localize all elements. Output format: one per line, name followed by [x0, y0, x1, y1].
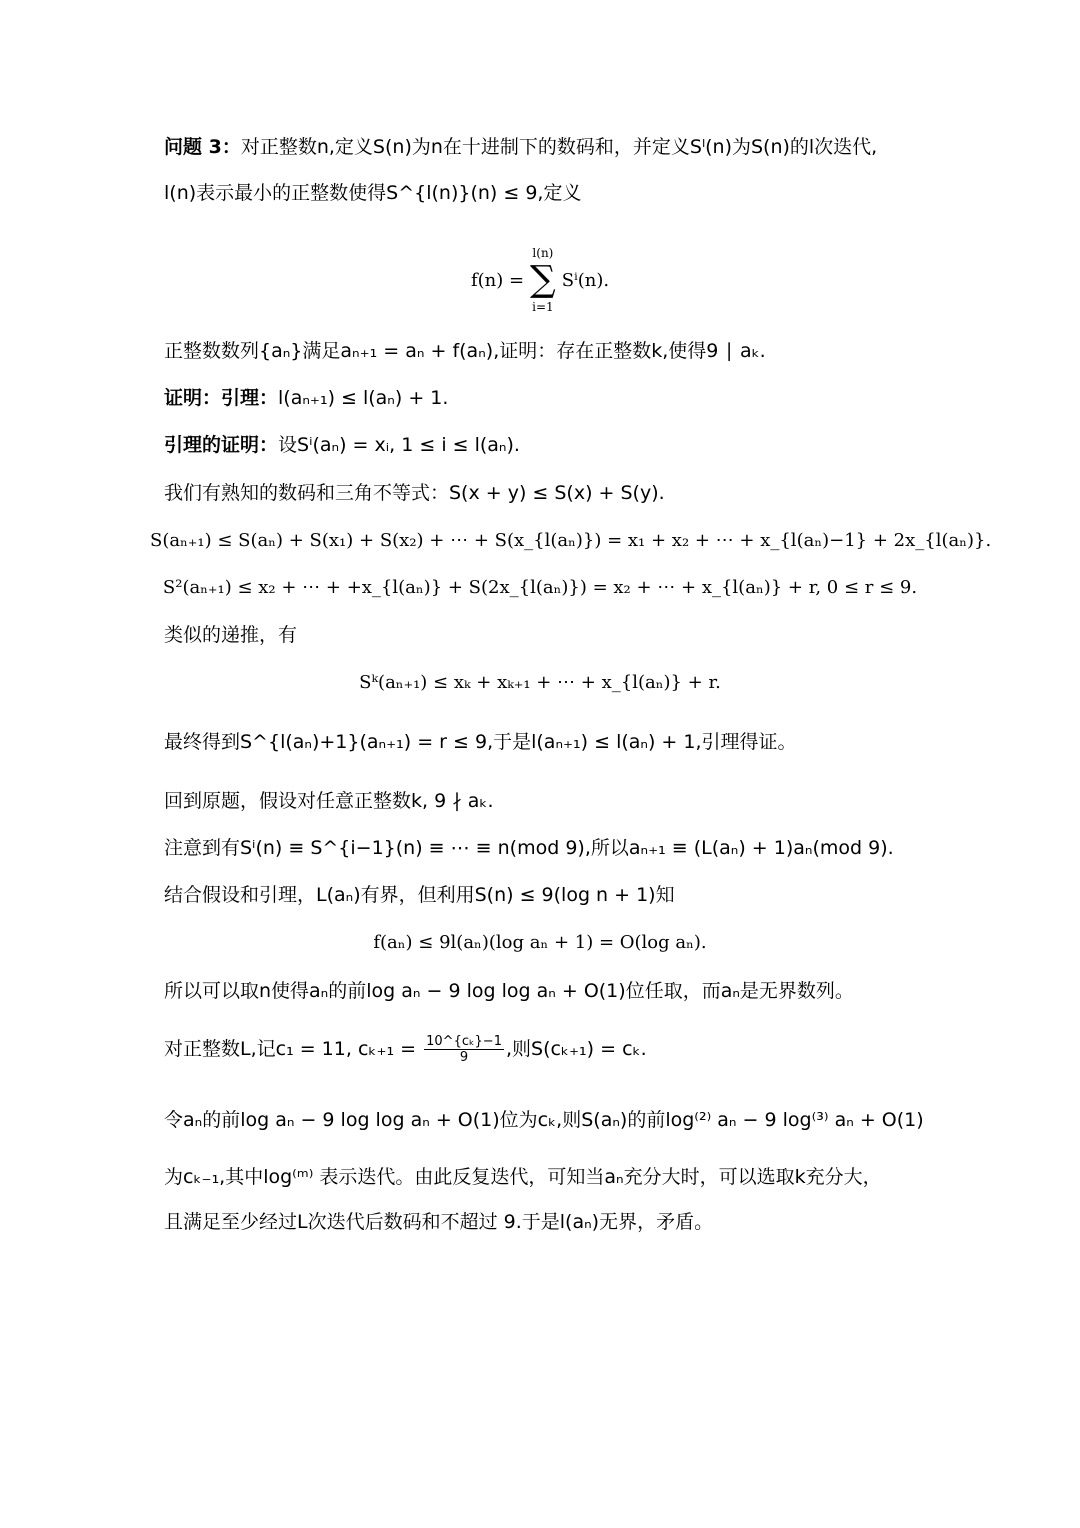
equation-3: Sᵏ(aₙ₊₁) ≤ xₖ + xₖ₊₁ + ⋯ + x_{l(aₙ)} + r. — [359, 672, 721, 693]
sum-formula — [150, 238, 930, 322]
digits-choice-line: 所以可以取n使得aₙ的前log aₙ − 9 log log aₙ + O(1)位任取，而aₙ是无界数列。 — [164, 980, 854, 1002]
recursion-line: 类似的递推，有 — [164, 624, 298, 646]
iteration-line-2: 为cₖ₋₁,其中log⁽ᵐ⁾ 表示迭代。由此反复迭代，可知当aₙ充分大时，可以选取k充分大， — [164, 1166, 882, 1188]
fraction — [424, 1034, 504, 1065]
fraction-numerator: 10^{cₖ}−1 — [426, 1034, 502, 1049]
iteration-line-1: 令aₙ的前log aₙ − 9 log log aₙ + O(1)位为cₖ,则S(aₙ)的前log⁽²⁾ aₙ − 9 log⁽³⁾ aₙ + O(1) — [164, 1109, 924, 1131]
proof-text: l(aₙ₊₁) ≤ l(aₙ) + 1. — [278, 387, 449, 409]
problem-text: 对正整数n,定义S(n)为n在十进制下的数码和，并定义Sˡ(n)为S(n)的l次迭代, — [240, 136, 878, 158]
c-sequence-text-b: ,则S(cₖ₊₁) = cₖ. — [505, 1038, 647, 1060]
lemma-proof-label: 引理的证明： — [164, 434, 279, 456]
sum-right: Sⁱ(n). — [561, 269, 610, 291]
lemma-proof-line — [164, 430, 924, 460]
problem-label: 问题 3： — [164, 136, 241, 158]
c-sequence-text-a: 对正整数L,记c₁ = 11, cₖ₊₁ = — [164, 1038, 417, 1060]
lemma-proof-text: 设Sⁱ(aₙ) = xᵢ, 1 ≤ i ≤ l(aₙ). — [278, 434, 520, 456]
fraction-denominator: 9 — [459, 1050, 469, 1065]
problem-statement-line-2: l(n)表示最小的正整数使得S^{l(n)}(n) ≤ 9,定义 — [164, 182, 582, 204]
assumption-line: 回到原题，假设对任意正整数k, 9 ∤ aₖ. — [164, 790, 494, 812]
problem-statement-line-1 — [164, 132, 924, 162]
proof-label: 证明：引理： — [164, 387, 279, 409]
congruence-line: 注意到有Sⁱ(n) ≡ S^{i−1}(n) ≡ ⋯ ≡ n(mod 9),所以aₙ₊₁ ≡ (L(aₙ) + 1)aₙ(mod 9). — [164, 837, 894, 859]
equation-4: f(aₙ) ≤ 9l(aₙ)(log aₙ + 1) = O(log aₙ). — [373, 932, 707, 953]
sum-operator — [530, 246, 556, 314]
sequence-statement: 正整数数列{aₙ}满足aₙ₊₁ = aₙ + f(aₙ),证明：存在正整数k,使得9 ∣ aₖ. — [164, 340, 766, 362]
equation-2: S²(aₙ₊₁) ≤ x₂ + ⋯ + +x_{l(aₙ)} + S(2x_{l(aₙ)}) = x₂ + ⋯ + x_{l(aₙ)} + r, 0 ≤ r ≤ 9. — [162, 577, 918, 598]
triangle-inequality-line: 我们有熟知的数码和三角不等式：S(x + y) ≤ S(x) + S(y). — [164, 482, 665, 504]
equation-1: S(aₙ₊₁) ≤ S(aₙ) + S(x₁) + S(x₂) + ⋯ + S(x_{l(aₙ)}) = x₁ + x₂ + ⋯ + x_{l(aₙ)−1} + 2x_{l(aₙ)}. — [150, 530, 992, 551]
sum-left: f(n) = — [470, 269, 525, 291]
contradiction-line: 且满足至少经过L次迭代后数码和不超过 9.于是l(aₙ)无界，矛盾。 — [164, 1211, 714, 1233]
c-sequence-line — [164, 1034, 924, 1065]
proof-lemma-line — [164, 383, 924, 413]
sigma-symbol: ∑ — [530, 259, 556, 300]
bounded-line: 结合假设和引理，L(aₙ)有界，但利用S(n) ≤ 9(log n + 1)知 — [164, 884, 675, 906]
sum-upper-limit: l(n) — [532, 246, 554, 260]
sum-lower-limit: i=1 — [532, 300, 554, 314]
lemma-conclusion-line: 最终得到S^{l(aₙ)+1}(aₙ₊₁) = r ≤ 9,于是l(aₙ₊₁) ≤ l(aₙ) + 1,引理得证。 — [164, 731, 797, 753]
